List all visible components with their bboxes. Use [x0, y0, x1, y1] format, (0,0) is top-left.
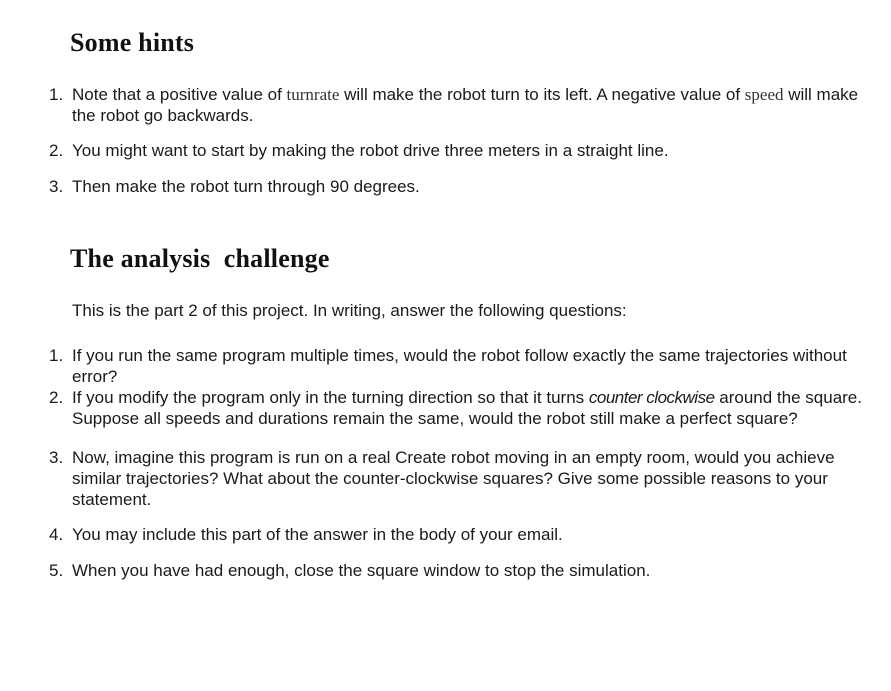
list-item: [0, 524, 862, 545]
list-item: [0, 176, 862, 197]
question-text-part: around the square. Suppose all speeds and durations remain the same, would the robot still make a perfect square?: [72, 388, 862, 428]
list-number: 5.: [49, 561, 64, 580]
list-item: [0, 447, 862, 510]
list-number: 2.: [49, 141, 64, 160]
hint-text: You might want to start by making the robot drive three meters in a straight line.: [72, 141, 669, 160]
hint-text-part: will make the robot turn to its left. A negative value of: [339, 85, 745, 104]
list-item: [0, 84, 862, 126]
question-text: Now, imagine this program is run on a real Create robot moving in an empty room, would you achieve similar trajectories? What about the counter-clockwise squares? Give some possible reasons to your statement.: [72, 448, 835, 509]
list-item: [0, 387, 862, 429]
list-number: 1.: [49, 346, 64, 365]
hint-text-part: Note that a positive value of: [72, 85, 287, 104]
list-number: 4.: [49, 525, 64, 544]
hint-text: Then make the robot turn through 90 degrees.: [72, 177, 420, 196]
list-number: 3.: [49, 448, 64, 467]
hints-list: [0, 84, 862, 197]
code-term-turnrate: turnrate: [286, 85, 340, 104]
hints-heading: Some hints: [70, 28, 195, 57]
analysis-heading: The analysis challenge: [70, 244, 330, 273]
question-text: You may include this part of the answer in the body of your email.: [72, 525, 563, 544]
question-text: When you have had enough, close the square window to stop the simulation.: [72, 561, 651, 580]
list-number: 3.: [49, 177, 64, 196]
question-text: If you run the same program multiple times, would the robot follow exactly the same trajectories without error?: [72, 346, 847, 386]
code-term-speed: speed: [744, 85, 784, 104]
list-item: [0, 140, 862, 161]
list-number: 2.: [49, 388, 64, 407]
question-text-part: If you modify the program only in the turning direction so that it turns: [72, 388, 589, 407]
list-item: [0, 560, 862, 581]
analysis-questions-list: [0, 345, 862, 581]
italic-term-counter-clockwise: counter clockwise: [588, 388, 715, 407]
list-number: 1.: [49, 85, 64, 104]
list-item: [0, 345, 862, 387]
hint-text-part: will make the robot go backwards.: [72, 85, 859, 125]
analysis-intro: This is the part 2 of this project. In writing, answer the following questions:: [72, 301, 627, 320]
